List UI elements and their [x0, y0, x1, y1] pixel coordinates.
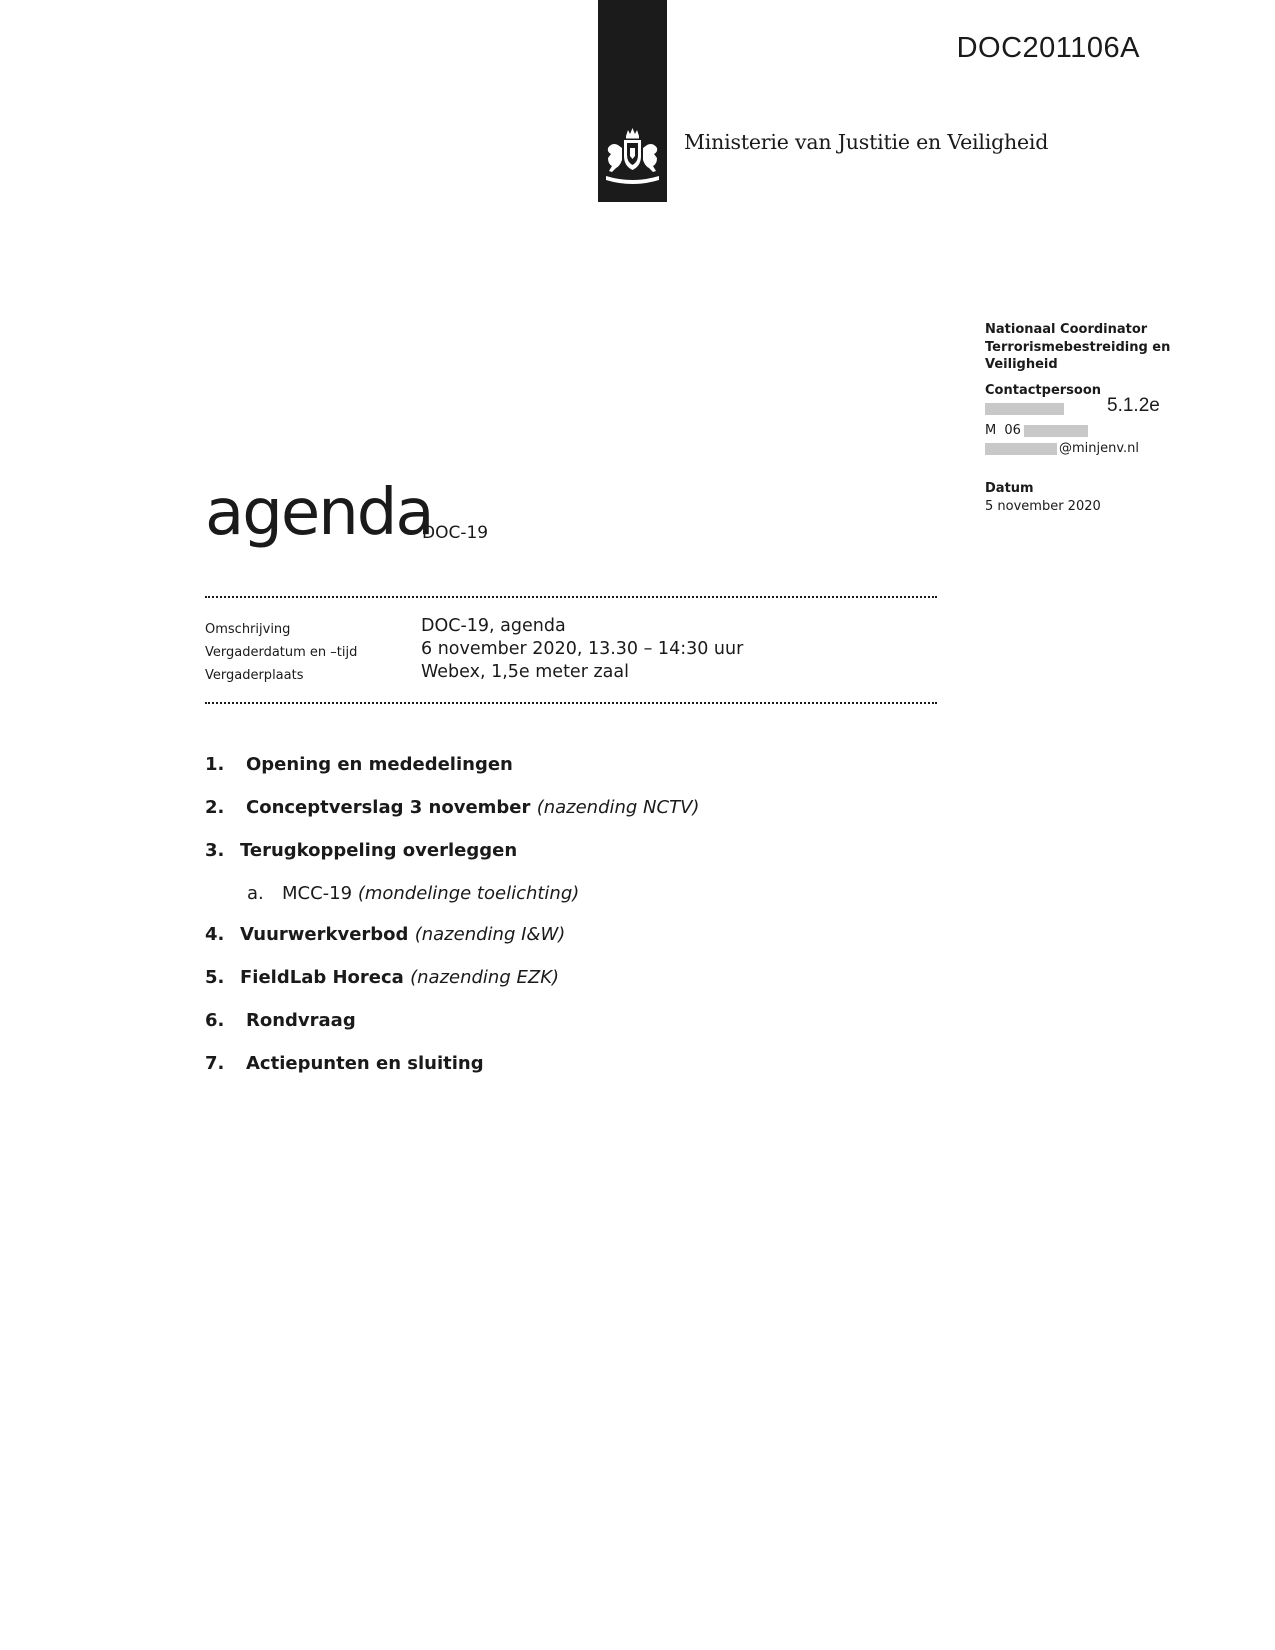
- item-title: Vuurwerkverbod (nazending I&W): [240, 924, 566, 945]
- meeting-details: [205, 616, 937, 685]
- meta-value: DOC-19, agenda: [421, 616, 566, 636]
- redaction-block: [985, 403, 1064, 415]
- agenda-subitem: [205, 882, 1005, 923]
- item-note: (nazending EZK): [410, 967, 560, 988]
- meta-label: Omschrijving: [205, 622, 291, 637]
- item-number: 7.: [205, 1053, 225, 1074]
- item-title: Conceptverslag 3 november (nazending NCTV): [246, 797, 700, 818]
- agenda-item: [205, 966, 1005, 1009]
- item-number: 2.: [205, 797, 225, 818]
- item-title: Rondvraag: [246, 1010, 356, 1031]
- item-title: FieldLab Horeca (nazending EZK): [240, 967, 560, 988]
- agenda-item: [205, 1052, 1005, 1095]
- contact-phone-row: [985, 422, 1205, 440]
- mobile-prefix: M: [985, 423, 997, 438]
- item-number: 1.: [205, 754, 225, 775]
- agenda-item: [205, 796, 1005, 839]
- subitem-title: MCC-19 (mondelinge toelichting): [282, 883, 580, 904]
- meta-row-location: [205, 662, 937, 685]
- redaction-block: [1024, 425, 1088, 437]
- organization-name: Nationaal Coordinator Terrorismebestreiding en Veiligheid: [985, 322, 1171, 372]
- contact-label: Contactpersoon: [985, 382, 1102, 398]
- email-suffix: @minjenv.nl: [1059, 441, 1140, 456]
- contact-email-row: [985, 440, 1205, 458]
- agenda-item: [205, 1009, 1005, 1052]
- item-number: 3.: [205, 840, 225, 861]
- agenda-item: [205, 923, 1005, 966]
- meta-row-datetime: [205, 639, 937, 662]
- agenda-list: [205, 753, 1005, 1095]
- date-block: [985, 480, 1205, 515]
- item-title: Terugkoppeling overleggen: [240, 840, 518, 861]
- doc-number: DOC201106A: [956, 32, 1140, 64]
- subitem-note: (mondelinge toelichting): [357, 883, 580, 904]
- date-value: 5 november 2020: [985, 498, 1101, 514]
- divider-top: [205, 596, 937, 598]
- meta-value: Webex, 1,5e meter zaal: [421, 662, 629, 682]
- agenda-title: agenda: [205, 476, 433, 550]
- item-note: (nazending I&W): [414, 924, 566, 945]
- ministry-name: Ministerie van Justitie en Veiligheid: [684, 130, 1049, 154]
- royal-crest-icon: [602, 126, 663, 188]
- mobile-start: 06: [1004, 423, 1021, 438]
- divider-bottom: [205, 702, 937, 704]
- meta-label: Vergaderplaats: [205, 668, 304, 683]
- redaction-block: [985, 443, 1057, 455]
- contact-name-row: [985, 395, 1205, 420]
- item-title: Actiepunten en sluiting: [246, 1053, 484, 1074]
- agenda-item: [205, 839, 1005, 882]
- meta-row-description: [205, 616, 937, 639]
- item-number: 6.: [205, 1010, 225, 1031]
- item-number: 5.: [205, 967, 225, 988]
- redaction-code: 5.1.2e: [1107, 395, 1160, 416]
- item-title: Opening en mededelingen: [246, 754, 513, 775]
- logo-bar: [598, 0, 667, 202]
- meta-value: 6 november 2020, 13.30 – 14:30 uur: [421, 639, 744, 659]
- subitem-letter: a.: [247, 883, 264, 904]
- agenda-item: [205, 753, 1005, 796]
- item-number: 4.: [205, 924, 225, 945]
- meta-label: Vergaderdatum en –tijd: [205, 645, 358, 660]
- item-note: (nazending NCTV): [536, 797, 700, 818]
- sender-sidebar: [985, 321, 1205, 515]
- agenda-subtitle: DOC-19: [422, 523, 489, 543]
- date-label: Datum: [985, 481, 1034, 496]
